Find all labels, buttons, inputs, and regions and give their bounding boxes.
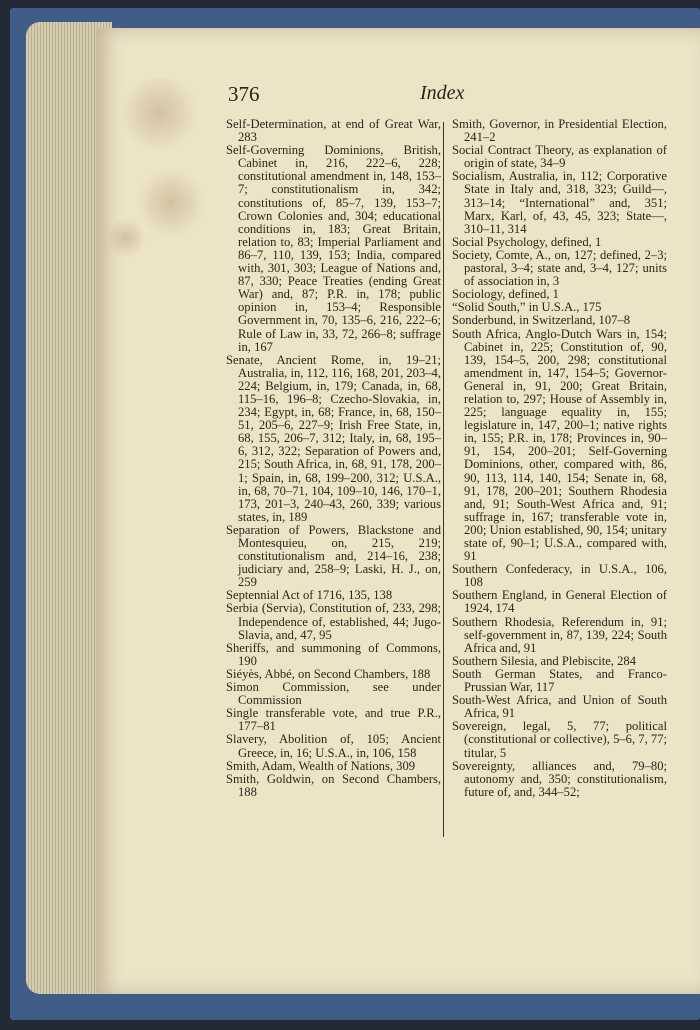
index-entry: Southern Silesia, and Plebiscite, 284 xyxy=(452,653,636,668)
index-entry: South-West Africa, and Union of South Africa, 91 xyxy=(452,693,667,721)
index-entry: Separation of Powers, Blackstone and Montesquieu, on, 215, 219; constitutionalism and, 214–16, 238; judiciary and, 258–9; Laski, H. J., on, 259 xyxy=(226,522,441,590)
page-number: 376 xyxy=(228,82,260,106)
index-entry: Sovereignty, alliances and, 79–80; autonomy and, 350; constitutionalism, future of, and, 344–52; xyxy=(452,758,667,799)
column-divider xyxy=(443,122,444,837)
index-entry: Sheriffs, and summoning of Commons, 190 xyxy=(226,640,441,668)
index-entry: Siéyès, Abbé, on Second Chambers, 188 xyxy=(226,666,431,681)
foxing-spot xyxy=(106,218,146,258)
index-entry: Sonderbund, in Switzerland, 107–8 xyxy=(452,313,631,328)
index-entry: Smith, Goldwin, on Second Chambers, 188 xyxy=(226,771,441,799)
index-entry: Southern Rhodesia, Referendum in, 91; self-government in, 87, 139, 224; South Africa and, 91 xyxy=(452,614,667,655)
index-entry: Society, Comte, A., on, 127; defined, 2–3; pastoral, 3–4; state and, 3–4, 127; units of association in, 3 xyxy=(452,247,667,289)
index-column-right xyxy=(452,118,667,799)
index-entry: Southern Confederacy, in U.S.A., 106, 108 xyxy=(452,562,667,590)
index-entry: Smith, Governor, in Presidential Election, 241–2 xyxy=(452,117,667,145)
index-entry: Social Psychology, defined, 1 xyxy=(452,234,602,249)
index-entry: Self-Governing Dominions, British, Cabinet in, 216, 222–6, 228; constitutional amendment in, 148, 153–7; constitutionalism in, 342; constitutions of, 85–7, 139, 153–7; Crown Colonies and, 304; educational conditions in, 183; Great Britain, relation to, 83; Imperial Parliament and 86–7, 110, 139, 153; India, compared with, 301, 303; League of Nations and, 87, 330; Peace Treaties (ending Great War) and, 87; P.R. in, 178; public opinion in, 153–4; Responsible Government in, 70, 135–6, 216, 222–6; Rule of Law in, 33, 72, 266–8; suffrage in, 167 xyxy=(226,143,441,354)
index-entry: Serbia (Servia), Constitution of, 233, 298; Independence of, established, 44; Jugo-Slavia, and, 47, 95 xyxy=(226,601,441,642)
index-entry: Sociology, defined, 1 xyxy=(452,287,559,302)
index-entry: Senate, Ancient Rome, in, 19–21; Australia, in, 112, 116, 168, 201, 203–4, 224; Belgium, in, 179; Canada, in, 68, 115–16, 196–8; Czecho-Slovakia, in, 234; Egypt, in, 68; France, in, 68, 150–51, 205–6, 227–9; Irish Free State, in, 68, 155, 206–7, 312; Italy, in, 68, 195–6, 312, 322; Separation of Powers and, 215; South Africa, in, 68, 91, 178, 200–1; Spain, in, 68, 199–200, 312; U.S.A., in, 68, 70–71, 104, 109–10, 146, 170–1, 173, 201–3, 240–43, 260, 339; various states, in, 189 xyxy=(226,352,441,524)
index-entry: South German States, and Franco-Prussian War, 117 xyxy=(452,666,667,695)
index-entry: Single transferable vote, and true P.R., 177–81 xyxy=(226,706,441,734)
index-entry: Smith, Adam, Wealth of Nations, 309 xyxy=(226,758,416,773)
index-entry: Southern England, in General Election of 1924, 174 xyxy=(452,588,667,616)
index-entry: Septennial Act of 1716, 135, 138 xyxy=(226,588,393,603)
page-header xyxy=(228,82,668,112)
index-entry: Simon Commission, see under Commission xyxy=(226,680,441,708)
index-entry: Social Contract Theory, as explanation of origin of state, 34–9 xyxy=(452,143,667,171)
index-entry: Sovereign, legal, 5, 77; political (constitutional or collective), 5–6, 7, 77; titular, 5 xyxy=(452,719,667,760)
index-entry: “Solid South,” in U.S.A., 175 xyxy=(452,300,602,315)
index-entry: South Africa, Anglo-Dutch Wars in, 154; Cabinet in, 225; Constitution of, 90, 139, 154–5, 200, 298; constitutional amendment in, 147, 154–5; Governor-General in, 91, 200; Great Britain, relation to, 297; House of Assembly in, 225; language equality in, 155; legislature in, 147, 200–1; native rights in, 155; P.R. in, 178; Provinces in, 90–91, 154, 200–201; Self-Governing Dominions, other, compared with, 86, 90, 113, 114, 140, 154; Senate in, 68, 91, 178, 200–201; Southern Rhodesia and, 91; South-West Africa and, 91; suffrage in, 167; transferable vote in, 200; Union established, 90, 154; unitary state of, 90–1; U.S.A., compared with, 91 xyxy=(452,326,667,564)
index-entry: Socialism, Australia, in, 112; Corporative State in Italy and, 318, 323; Guild—, 313–14; “International” and, 351; Marx, Karl, of, 43, 45, 323; State—, 310–11, 314 xyxy=(452,169,667,236)
page-title: Index xyxy=(420,82,465,104)
index-column-left xyxy=(226,118,441,799)
index-entry: Self-Determination, at end of Great War, 283 xyxy=(226,117,441,145)
foxing-spot xyxy=(136,168,206,238)
foxing-spot xyxy=(114,78,204,148)
index-entry: Slavery, Abolition of, 105; Ancient Greece, in, 16; U.S.A., in, 106, 158 xyxy=(226,732,441,760)
